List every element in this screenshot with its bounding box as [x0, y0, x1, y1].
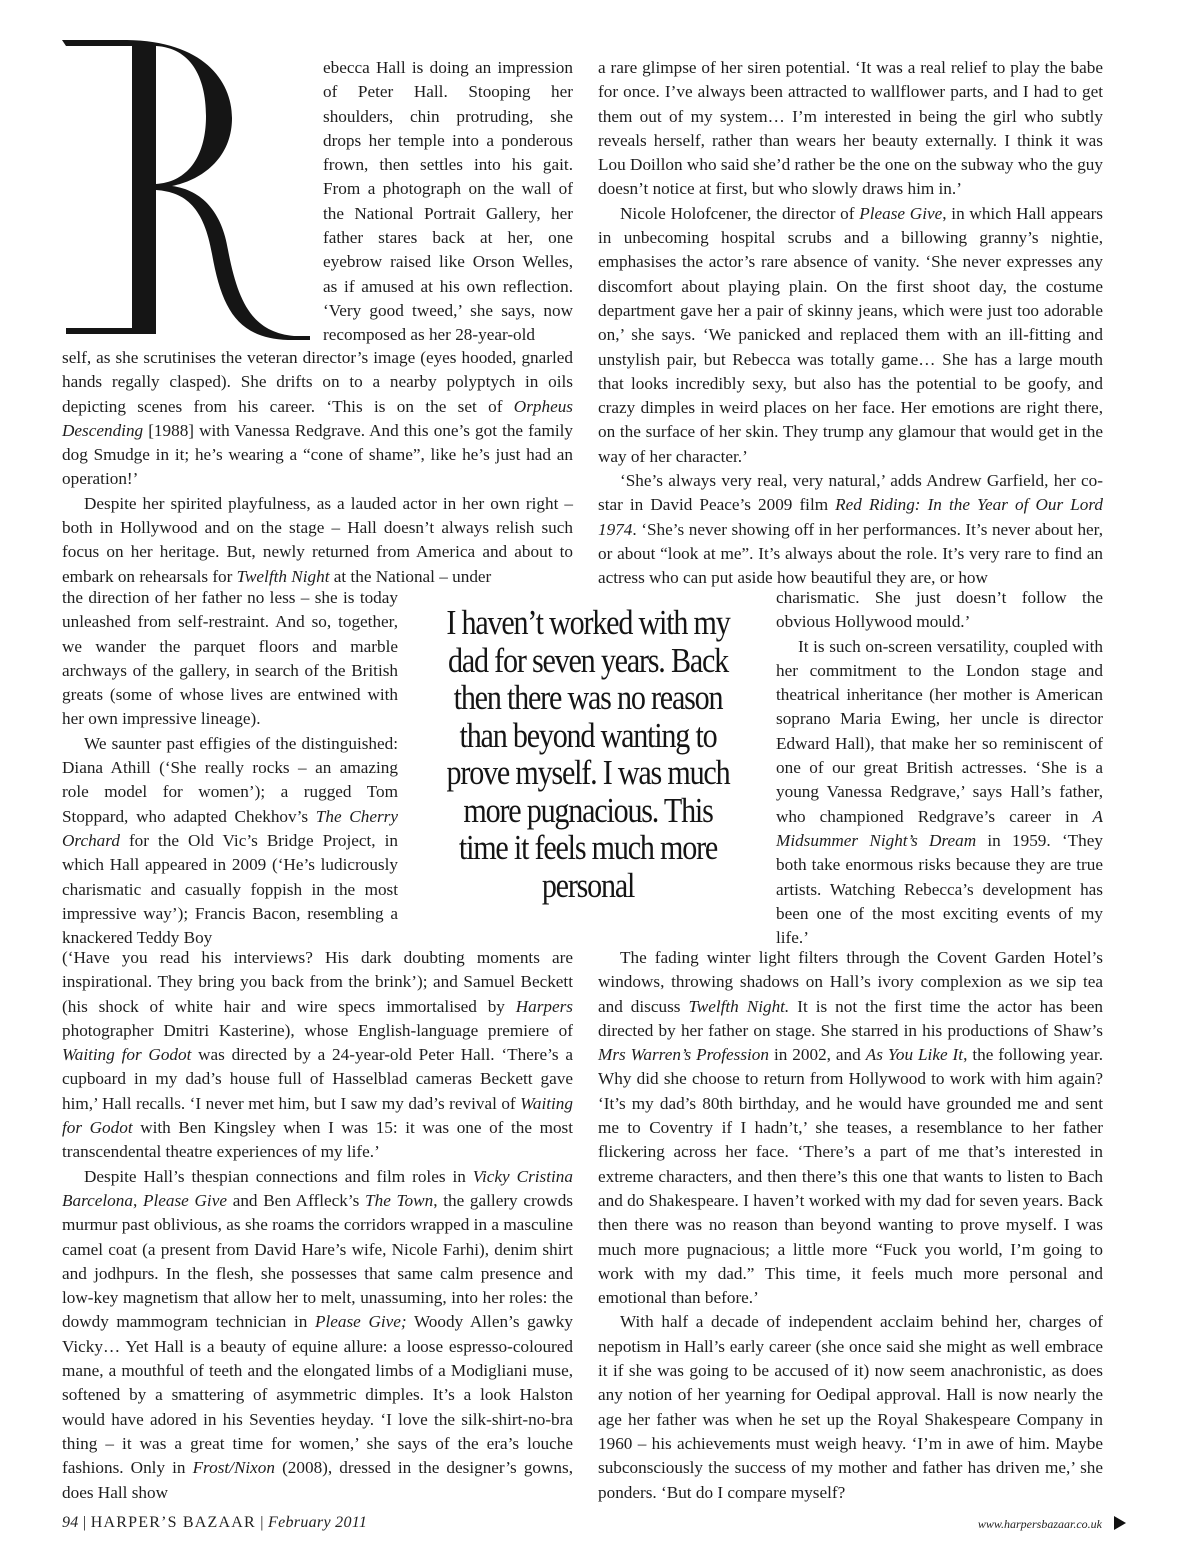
paragraph: We saunter past effigies of the distinguished: Diana Athill (‘She really rocks – an amazing role model for women’); a rugged Tom Stoppard, who adapted Chekhov’s The Cherry Orchard for the Old Vic’s Bridge Project, in which Hall appeared in 2009 (‘He’s ludicrously charismatic and casually foppish in the most impressive way’); Francis Bacon, resembling a knackered Teddy Boy — [62, 733, 398, 948]
triangle-right-icon[interactable] — [1112, 1515, 1128, 1531]
pull-quote: I haven’t worked with my dad for seven years. Back then there was no reason than beyond wanting to prove myself. I was much more pugnacious. This time it feels much more personal — [446, 603, 730, 905]
article-text-col1-top — [323, 56, 573, 348]
page-footer — [62, 1514, 367, 1532]
paragraph: Nicole Holofcener, the director of Please Give, in which Hall appears in unbecoming hospital scrubs and a billowing granny’s nightie, emphasises the actor’s rare absence of vanity. ‘She never expresses any discomfort about playing plain. On the first shoot day, the costume department gave her a pair of skinny jeans, which were just too adorable on,’ she says. ‘We panicked and replaced them with an ill-fitting and unstylish pair, but Rebecca was totally game… She has a large mouth that looks incredibly sexy, but also has the potential to be goofy, and crazy dimples in weird places on her face. Her emotions are right there, on the surface of her skin. They trump any glamour that would get in the way of her character.’ — [598, 203, 1103, 466]
article-text-col2-upper — [598, 56, 1103, 591]
paragraph: Despite her spirited playfulness, as a lauded actor in her own right – both in Hollywood and on the stage – Hall doesn’t always relish such focus on her heritage. But, newly returned from America and about to embark on rehearsals for Twelfth Night at the National – under — [62, 493, 573, 586]
article-text-col2-narrow — [776, 586, 1103, 950]
paragraph: With half a decade of independent acclaim behind her, charges of nepotism in Hall’s early career (she once said she might as well embrace it if she was going to be accused of it) now seem anachronistic, as does any notion of her yearning for Oedipal approval. Hall is now nearly the age her father was when he set up the Royal Shakespeare Company in 1960 – his achievements must weigh heavy. ‘I’m in awe of him. Maybe subconsciously the success of my mother and father has driven me,’ she ponders. ‘But do I compare myself? — [598, 1312, 1103, 1502]
footer-separator: | — [260, 1514, 264, 1531]
paragraph: self, as she scrutinises the veteran director’s image (eyes hooded, gnarled hands regally clasped). She drifts on to a nearby polyptych in oils depicting scenes from his career. ‘This is on the set of Orpheus Descending [1988] with Vanessa Redgrave. And this one’s got the family dog Smudge in it; he’s wearing a “cone of shame”, like he’s just had an operation!’ — [62, 348, 573, 489]
paragraph: It is such on-screen versatility, coupled with her commitment to the London stage and theatrical inheritance (her mother is American soprano Maria Ewing, her uncle is director Edward Hall), that make her so reminiscent of one of our great British actresses. ‘She is a young Vanessa Redgrave,’ says Hall’s father, who championed Redgrave’s career in A Midsummer Night’s Dream in 1959. ‘They both take enormous risks because they are true artists. Watching Rebecca’s development has been one of the most exciting events of my life.’ — [776, 636, 1103, 948]
website-url[interactable]: www.harpersbazaar.co.uk — [977, 1517, 1102, 1531]
article-text-col1-upper — [62, 346, 573, 589]
issue-date: February 2011 — [268, 1514, 368, 1531]
paragraph: a rare glimpse of her siren potential. ‘It was a real relief to play the babe for once. I’ve always been attracted to wallflower parts, and I had to get them out of my system… I’m interested in being the girl who subtly reveals herself, rather than wears her beauty externally. I think it was Lou Doillon who said she’d rather be the one on the subway who the guy doesn’t notice at first, but who slowly draws him in.’ — [598, 58, 1103, 199]
paragraph: the direction of her father no less – she is today unleashed from self-restraint. And so, together, we wander the parquet floors and marble archways of the gallery, in search of the British greats (some of whose lives are entwined with her own impressive lineage). — [62, 588, 398, 729]
paragraph: charismatic. She just doesn’t follow the obvious Hollywood mould.’ — [776, 588, 1103, 632]
paragraph: The fading winter light filters through the Covent Garden Hotel’s windows, throwing shadows on Hall’s ivory complexion as we sip tea and discuss Twelfth Night. It is not the first time the actor has been directed by her father on stage. She starred in his productions of Shaw’s Mrs Warren’s Profession in 2002, and As You Like It, the following year. Why did she choose to return from Hollywood to work with him again? ‘It’s my dad’s 80th birthday, and he would have grounded me and sent me to Coventry if I hadn’t,’ she teases, a resemblance to her father flickering across her face. ‘There’s a part of me that’s interested in extreme characters, and then there’s this one that wants to listen to Bach and do Shakespeare. I haven’t worked with my dad for seven years. Back then there was no reason than beyond wanting to prove myself. I was much more pugnacious; a little more “Fuck you world, I’m going to work with my dad.” This time, it feels much more personal and emotional than before.’ — [598, 948, 1104, 1308]
article-text-col2-lower — [598, 946, 1103, 1505]
article-text-col1-lower — [62, 946, 573, 1505]
paragraph: ebecca Hall is doing an impression of Peter Hall. Stooping her shoulders, chin protruding, she drops her temple into a ponderous frown, then settles into his gait. From a photograph on the wall of the National Portrait Gallery, her father stares back at her, one eyebrow raised like Orson Welles, as if amused at his own reflection. ‘Very good tweed,’ she says, now recomposed as her 28-year-old — [323, 58, 573, 345]
magazine-name: HARPER’S BAZAAR — [90, 1514, 256, 1531]
article-text-col1-narrow — [62, 586, 398, 950]
footer-separator: | — [82, 1514, 87, 1531]
paragraph: Despite Hall’s thespian connections and film roles in Vicky Cristina Barcelona, Please Give and Ben Affleck’s The Town, the gallery crowds murmur past oblivious, as she roams the corridors wrapped in a masculine camel coat (a present from David Hare’s wife, Nicole Farhi), denim shirt and jodhpurs. In the flesh, she possesses that same calm presence and low-key magnetism that allow her to melt, unassuming, into her roles: the dowdy mammogram technician in Please Give; Woody Allen’s gawky Vicky… Yet Hall is a beauty of equine allure: a loose espresso-coloured mane, a mouthful of teeth and the elongated limbs of a Modigliani muse, softened by a smattering of asymmetric dimples. It’s a look Halston would have adored in his Seventies heyday. ‘I love the silk-shirt-no-bra thing – it was a great time for women,’ she says of the era’s louche fashions. Only in Frost/Nixon (2008), dressed in the designer’s gowns, does Hall show — [62, 1166, 573, 1502]
page-number: 94 — [62, 1514, 79, 1531]
paragraph: ‘She’s always very real, very natural,’ adds Andrew Garfield, her co-star in David Peace’s 2009 film Red Riding: In the Year of Our Lord 1974. ‘She’s never showing off in her performances. It’s never about her, or about “look at me”. It’s always about the role. It’s very rare to find an actress who can put aside how beautiful they are, or how — [598, 471, 1104, 588]
paragraph: (‘Have you read his interviews? His dark doubting moments are inspirational. They bring you back from the brink’); and Samuel Beckett (his shock of white hair and wire specs immortalised by Harpers photographer Dmitri Kasterine), whose English-language premiere of Waiting for Godot was directed by a 24-year-old Peter Hall. ‘There’s a cupboard in my dad’s house full of Hasselblad cameras Beckett gave him,’ Hall recalls. ‘I never met him, but I saw my dad’s revival of Waiting for Godot with Ben Kingsley when I was 15: it was one of the most transcendental theatre experiences of my life.’ — [62, 948, 573, 1162]
dropcap-letter-r — [62, 40, 312, 340]
